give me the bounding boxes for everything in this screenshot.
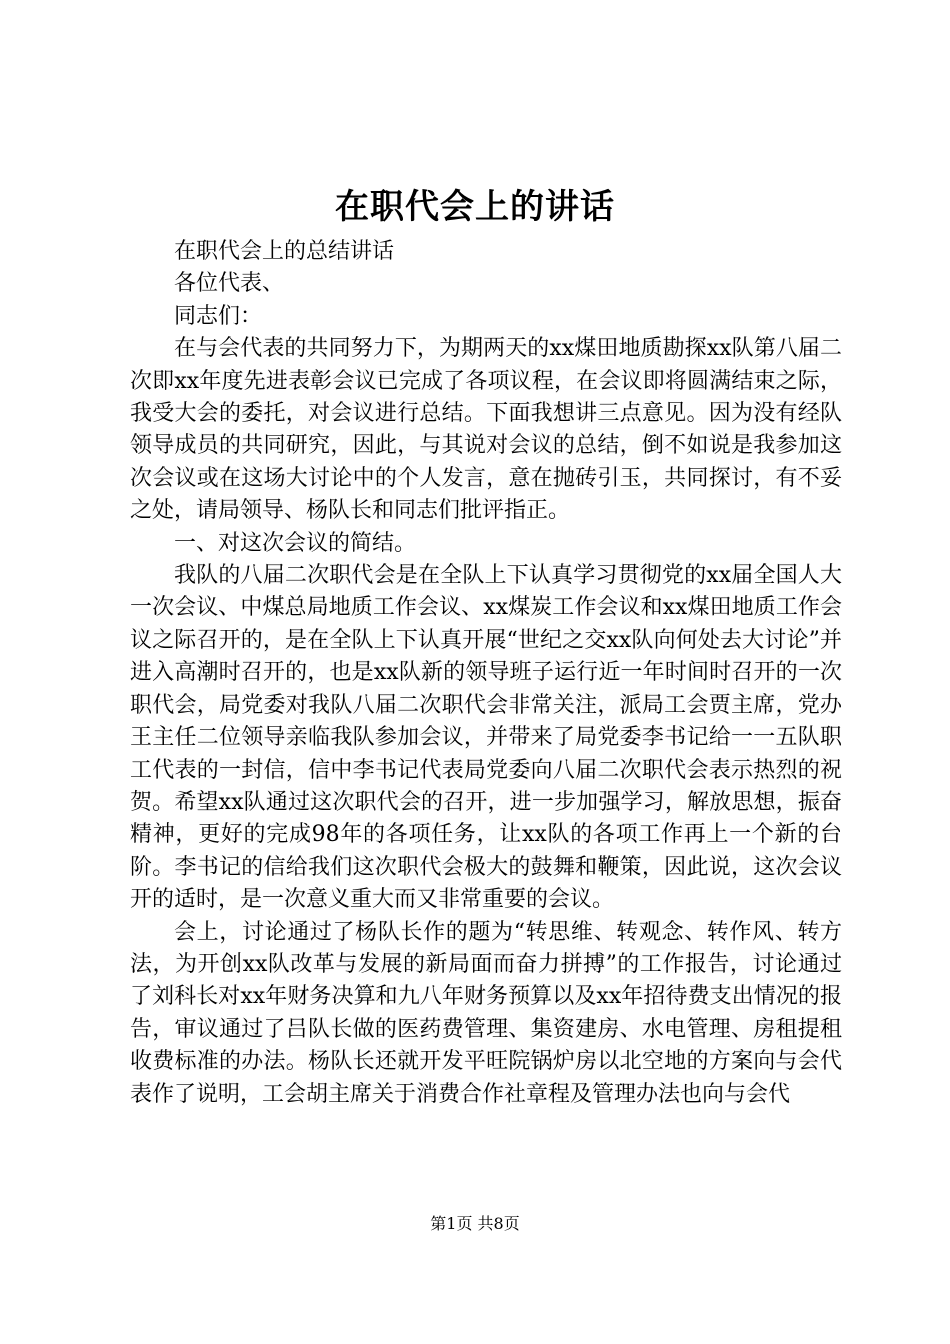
body-paragraph: 会上，讨论通过了杨队长作的题为“转思维、转观念、转作风、转方法，为开创xx队改革与发展的新局面而奋力拼搏”的工作报告，讨论通过了刘科长对xx年财务决算和九八年财务预算以及xx年招待费支出情况的报告，审议通过了吕队长做的医药费管理、集资建房、水电管理、房租提租收费标准的办法。杨队长还就开发平旺院锅炉房以北空地的方案向与会代表作了说明，工会胡主席关于消费合作社章程及管理办法也向与会代 <box>130 919 842 1107</box>
document-title: 在职代会上的讲话 <box>335 187 615 227</box>
body-paragraph: 在与会代表的共同努力下，为期两天的xx煤田地质勘探xx队第八届二次即xx年度先进表彰会议已完成了各项议程，在会议即将圆满结束之际，我受大会的委托，对会议进行总结。下面我想讲三点意见。因为没有经队领导成员的共同研究，因此，与其说对会议的总结，倒不如说是我参加这次会议或在这场大讨论中的个人发言，意在抛砖引玉，共同探讨，有不妥之处，请局领导、杨队长和同志们批评指正。 <box>130 336 842 524</box>
subtitle-paragraph: 在职代会上的总结讲话 <box>174 239 395 264</box>
salutation-paragraph: 各位代表、 <box>174 271 285 297</box>
salutation-paragraph: 同志们： <box>174 303 263 329</box>
section-heading: 一、对这次会议的简结。 <box>174 530 417 556</box>
document-body <box>130 236 842 1111</box>
page-indicator: 第1页 共8页 <box>430 1214 520 1233</box>
body-paragraph: 我队的八届二次职代会是在全队上下认真学习贯彻党的xx届全国人大一次会议、中煤总局地质工作会议、xx煤炭工作会议和xx煤田地质工作会议之际召开的，是在全队上下认真开展“世纪之交xx队向何处去大讨论”并进入高潮时召开的，也是xx队新的领导班子运行近一年时间时召开的一次职代会，局党委对我队八届二次职代会非常关注，派局工会贾主席，党办王主任二位领导亲临我队参加会议，并带来了局党委李书记给一一五队职工代表的一封信，信中李书记代表局党委向八届二次职代会表示热烈的祝贺。希望xx队通过这次职代会的召开，进一步加强学习，解放思想，振奋精神，更好的完成98年的各项任务，让xx队的各项工作再上一个新的台阶。李书记的信给我们这次职代会极大的鼓舞和鞭策，因此说，这次会议开的适时，是一次意义重大而又非常重要的会议。 <box>130 563 842 913</box>
